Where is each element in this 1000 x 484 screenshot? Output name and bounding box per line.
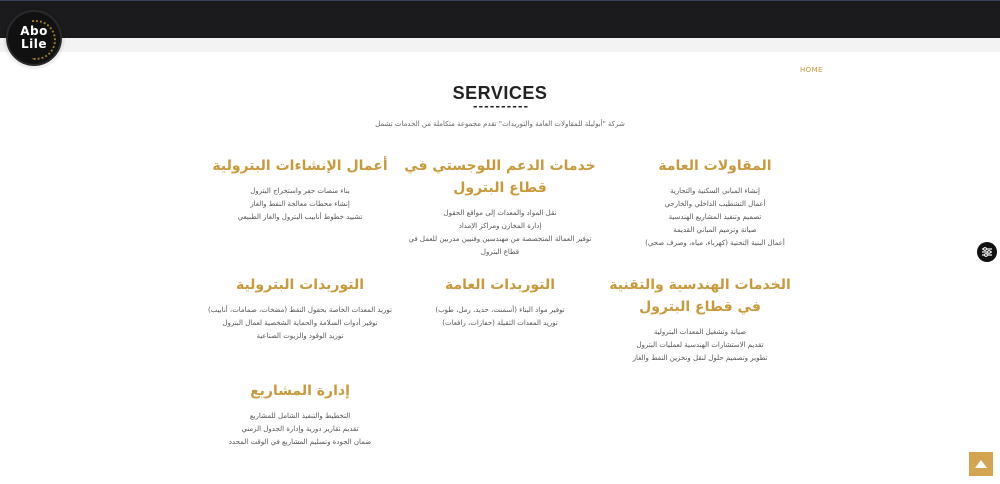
service-title: التوريدات البترولية xyxy=(235,277,365,293)
service-title: أعمال الإنشاءات البترولية xyxy=(212,158,388,174)
service-card-engineering xyxy=(600,274,800,365)
service-item: إنشاء المباني السكنية والتجارية xyxy=(670,187,760,195)
breadcrumb-home-link[interactable]: HOME xyxy=(800,66,823,74)
service-title: التوريدات العامة xyxy=(444,277,556,293)
page-title: SERVICES xyxy=(452,83,548,103)
service-title: الخدمات الهندسية والتقنية في قطاع البترول xyxy=(609,277,791,315)
title-divider: ---------- xyxy=(471,100,529,113)
intro-text: شركة "أبوليلة للمقاولات العامة والتوريدات" تقدم مجموعة متكاملة من الخدمات تشمل xyxy=(375,120,625,128)
service-item: أعمال البنية التحتية (كهرباء، مياه، وصرف صحي) xyxy=(645,239,785,247)
header-strip xyxy=(0,38,1000,52)
service-item: توريد المعدات الخاصة بحقول النفط (مضخات، صمامات، أنابيب) xyxy=(208,306,392,314)
service-card-logistics xyxy=(400,155,600,259)
service-item: تصميم وتنفيذ المشاريع الهندسية xyxy=(668,213,762,221)
chevron-up-icon xyxy=(975,460,987,468)
service-item: بناء منصات حفر واستخراج البترول xyxy=(250,187,350,195)
service-title: المقاولات العامة xyxy=(658,158,772,174)
service-item: إنشاء محطات معالجة النفط والغاز xyxy=(250,200,350,208)
service-item: تقديم الاستشارات الهندسية لعمليات البترول xyxy=(636,341,764,349)
service-item: التخطيط والتنفيذ الشامل للمشاريع xyxy=(249,412,351,420)
site-logo[interactable] xyxy=(6,10,62,66)
service-item: توفير العمالة المتخصصة من مهندسين وفنيين مدربين للعمل في قطاع البترول xyxy=(408,235,592,256)
service-item: تشييد خطوط أنابيب البترول والغاز الطبيعي xyxy=(237,213,363,221)
service-item: أعمال التشطيب الداخلي والخارجي xyxy=(664,200,766,208)
service-title: خدمات الدعم اللوجستي في قطاع البترول xyxy=(404,158,596,196)
logo-text-line2: Lile xyxy=(20,37,47,51)
service-item: توريد الوقود والزيوت الصناعية xyxy=(256,332,344,340)
service-card-petroleum-construction xyxy=(200,155,400,224)
service-card-project-management xyxy=(200,380,400,449)
service-item: توفير مواد البناء (أسمنت، حديد، رمل، طوب) xyxy=(435,306,565,314)
service-item: توريد المعدات الثقيلة (حفارات، رافعات) xyxy=(442,319,558,327)
service-title: إدارة المشاريع xyxy=(250,383,350,399)
service-item: ضمان الجودة وتسليم المشاريع في الوقت المحدد xyxy=(228,438,372,446)
sliders-icon xyxy=(981,246,993,258)
service-card-petroleum-supplies xyxy=(200,274,400,343)
top-navigation-bar xyxy=(0,0,1000,38)
service-item: إدارة المخازن ومراكز الإمداد xyxy=(458,222,542,230)
logo-text-line1: Abo xyxy=(20,24,48,38)
service-item: توفير أدوات السلامة والحماية الشخصية لعمال البترول xyxy=(222,319,378,327)
service-item: تقديم تقارير دورية وإدارة الجدول الزمني xyxy=(241,425,359,433)
service-item: صيانة وترميم المباني القديمة xyxy=(673,226,757,234)
back-to-top-button[interactable] xyxy=(969,452,993,476)
service-card-general-contracting xyxy=(615,155,815,250)
service-item: نقل المواد والمعدات إلى مواقع الحقول xyxy=(443,209,557,217)
service-item: تطوير وتصميم حلول لنقل وتخزين النفط والغاز xyxy=(632,354,768,362)
floating-settings-button[interactable] xyxy=(977,242,997,262)
service-card-general-supplies xyxy=(400,274,600,330)
service-item: صيانة وتشغيل المعدات البترولية xyxy=(653,328,747,336)
